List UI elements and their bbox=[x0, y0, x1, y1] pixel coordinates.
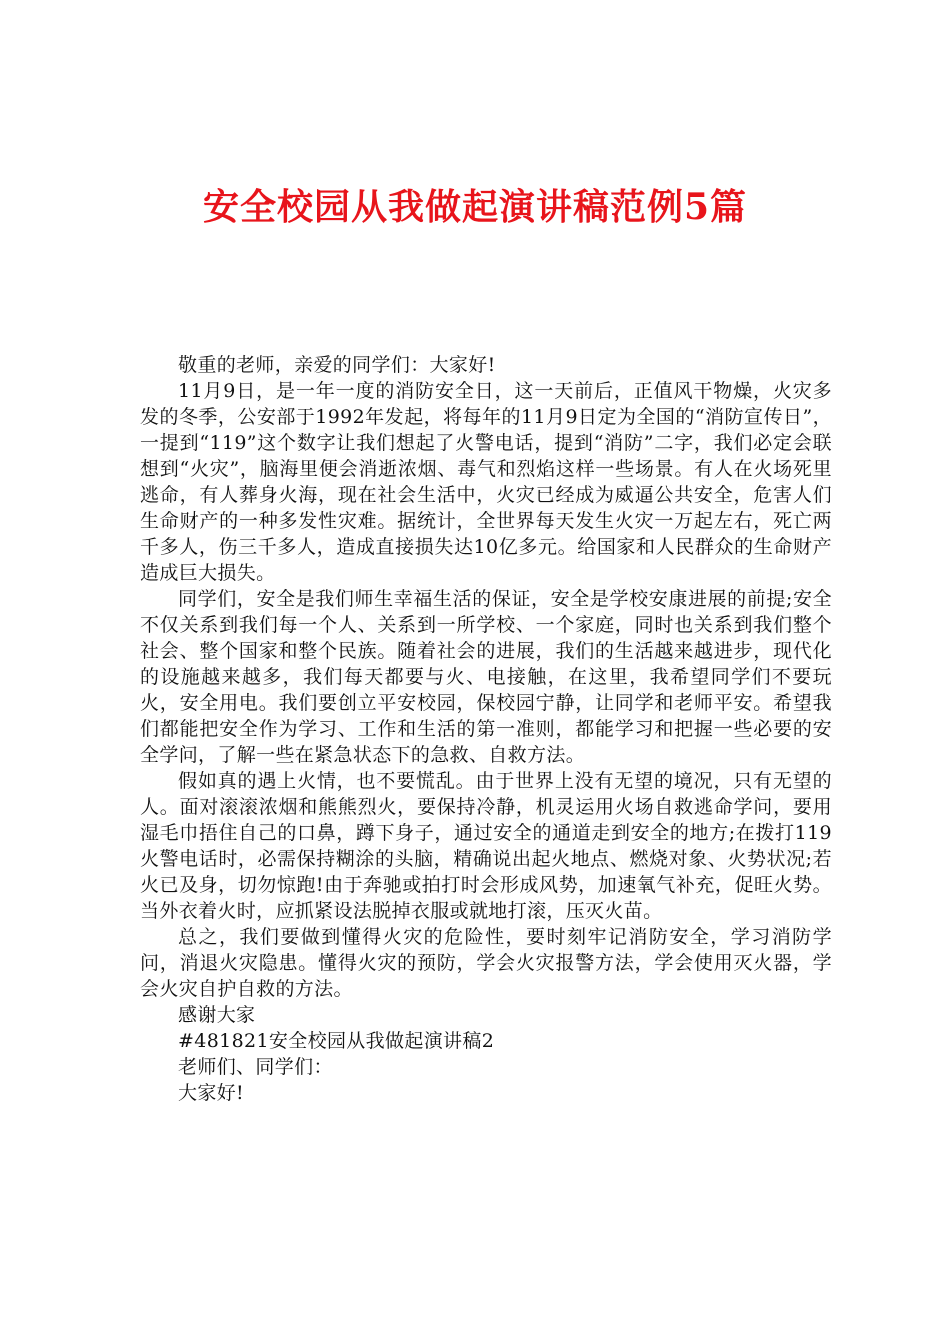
document-title: 安全校园从我做起演讲稿范例5篇 bbox=[202, 186, 748, 228]
paragraph-fire-day: 11月9日，是一年一度的消防安全日，这一天前后，正值风干物燥，火灾多发的冬季，公安部于1992年发起，将每年的11月9日定为全国的“消防宣传日”，一提到“119”这个数字让我们想起了火警电话，提到“消防”二字，我们必定会联想到“火灾”，脑海里便会消逝浓烟、毒气和烈焰这样一些场景。有人在火场死里逃命，有人葬身火海，现在社会生活中，火灾已经成为威逼公共安全，危害人们生命财产的一种多发性灾难。据统计，全世界每天发生火灾一万起左右，死亡两千多人，伤三千多人，造成直接损失达10亿多元。给国家和人民群众的生命财产造成巨大损失。 bbox=[140, 380, 832, 584]
paragraph-speech-2-greeting: 大家好! bbox=[178, 1082, 245, 1104]
document-body bbox=[140, 352, 832, 1106]
paragraph-speech-2-heading: #481821安全校园从我做起演讲稿2 bbox=[178, 1030, 495, 1052]
paragraph-thanks: 感谢大家 bbox=[178, 1004, 256, 1026]
paragraph-speech-2-salutation: 老师们、同学们： bbox=[178, 1056, 333, 1078]
paragraph-fire-escape: 假如真的遇上火情，也不要慌乱。由于世界上没有无望的境况，只有无望的人。面对滚滚浓烟和熊熊烈火，要保持冷静，机灵运用火场自救逃命学问，要用湿毛巾捂住自己的口鼻，蹲下身子，通过安全的通道走到安全的地方;在拨打119火警电话时，必需保持糊涂的头脑，精确说出起火地点、燃烧对象、火势状况;若火已及身，切勿惊跑!由于奔驰或拍打时会形成风势，加速氧气补充，促旺火势。当外衣着火时，应抓紧设法脱掉衣服或就地打滚，压灭火苗。 bbox=[140, 770, 832, 922]
paragraph-greeting: 敬重的老师，亲爱的同学们：大家好! bbox=[178, 354, 496, 376]
paragraph-safety-importance: 同学们，安全是我们师生幸福生活的保证，安全是学校安康进展的前提;安全不仅关系到我们每一个人、关系到一所学校、一个家庭，同时也关系到我们整个社会、整个国家和整个民族。随着社会的进展，我们的生活越来越进步，现代化的设施越来越多，我们每天都要与火、电接触，在这里，我希望同学们不要玩火，安全用电。我们要创立平安校园，保校园宁静，让同学和老师平安。希望我们都能把安全作为学习、工作和生活的第一准则，都能学习和把握一些必要的安全学问，了解一些在紧急状态下的急救、自救方法。 bbox=[140, 588, 832, 766]
paragraph-summary: 总之，我们要做到懂得火灾的危险性，要时刻牢记消防安全，学习消防学问，消退火灾隐患。懂得火灾的预防，学会火灾报警方法，学会使用灭火器，学会火灾自护自救的方法。 bbox=[140, 926, 832, 1000]
